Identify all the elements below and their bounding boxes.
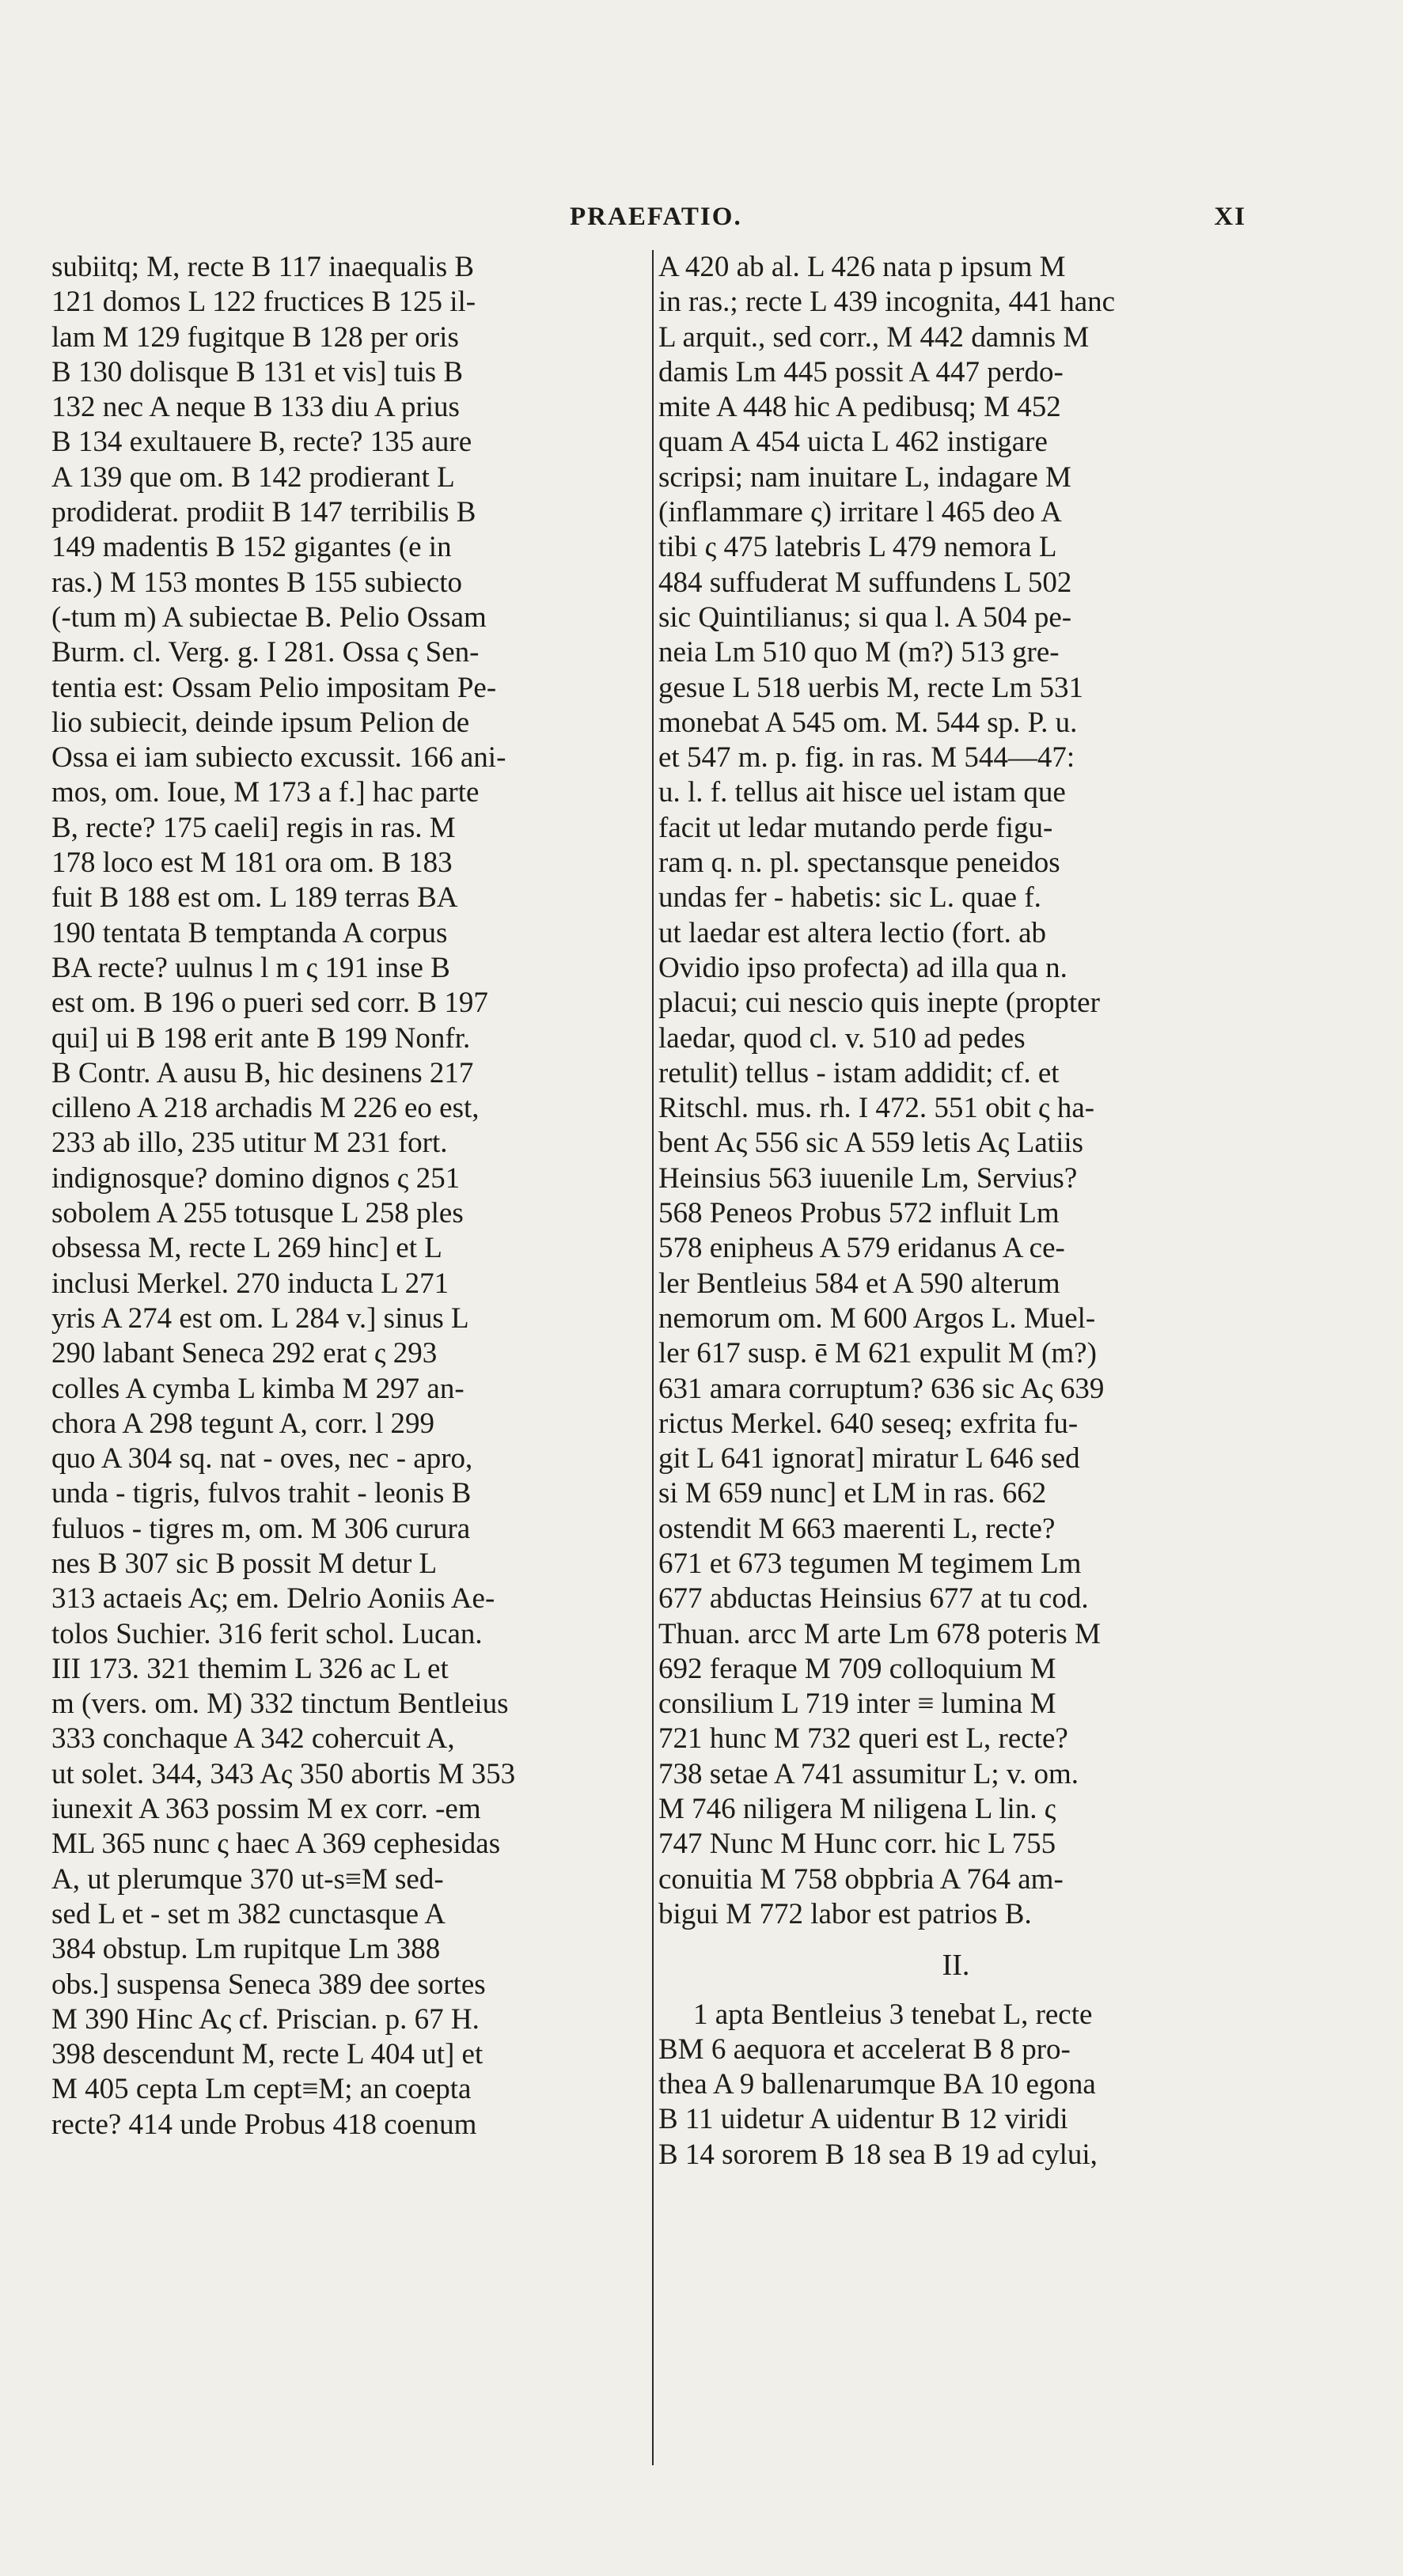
- text-line: lam M 129 fugitque B 128 per oris: [51, 320, 459, 354]
- text-line: ut laedar est altera lectio (fort. ab: [658, 916, 1046, 949]
- text-line: B, recte? 175 caeli] regis in ras. M: [51, 811, 456, 844]
- text-line: nemorum om. M 600 Argos L. Muel-: [658, 1301, 1096, 1335]
- text-line: ler Bentleius 584 et A 590 alterum: [658, 1267, 1060, 1300]
- text-line: chora A 298 tegunt A, corr. l 299: [51, 1407, 435, 1440]
- page-number: XI: [1214, 203, 1246, 231]
- text-line: quo A 304 sq. nat - oves, nec - apro,: [51, 1442, 473, 1476]
- text-line: obs.] suspensa Seneca 389 dee sortes: [51, 1968, 486, 2001]
- text-line: 677 abductas Heinsius 677 at tu cod.: [658, 1582, 1089, 1616]
- text-line: conuitia M 758 obpbria A 764 am-: [658, 1862, 1064, 1896]
- text-line: (-tum m) A subiectae B. Pelio Ossam: [51, 600, 487, 634]
- page-header: [570, 203, 1246, 234]
- text-line: consilium L 719 inter ≡ lumina M: [658, 1688, 1056, 1721]
- text-line: 178 loco est M 181 ora om. B 183: [51, 847, 453, 880]
- text-line: 233 ab illo, 235 utitur M 231 fort.: [51, 1127, 448, 1160]
- text-line: 313 actaeis Aς; em. Delrio Aoniis Ae-: [51, 1582, 495, 1616]
- text-line: Ovidio ipso profecta) ad illa qua n.: [658, 951, 1067, 984]
- text-line: rictus Merkel. 640 seseq; exfrita fu-: [658, 1407, 1079, 1440]
- text-line: B 11 uidetur A uidentur B 12 viridi: [658, 2103, 1068, 2136]
- text-line: yris A 274 est om. L 284 v.] sinus L: [51, 1301, 469, 1335]
- text-line: laedar, quod cl. v. 510 ad pedes: [658, 1021, 1026, 1055]
- text-line: subiitq; M, recte B 117 inaequalis B: [51, 251, 475, 283]
- text-line: inclusi Merkel. 270 inducta L 271: [51, 1267, 449, 1300]
- text-line: damis Lm 445 possit A 447 perdo-: [658, 355, 1064, 388]
- text-line: lio subiecit, deinde ipsum Pelion de: [51, 706, 470, 739]
- text-line: colles A cymba L kimba M 297 an-: [51, 1372, 465, 1405]
- text-line: ML 365 nunc ς haec A 369 cephesidas: [51, 1828, 501, 1861]
- text-line: B Contr. A ausu B, hic desinens 217: [51, 1056, 474, 1089]
- text-line: 692 feraque M 709 colloquium M: [658, 1652, 1056, 1685]
- text-line: monebat A 545 om. M. 544 sp. P. u.: [658, 706, 1078, 739]
- text-line: 747 Nunc M Hunc corr. hic L 755: [658, 1828, 1056, 1861]
- text-line: (inflammare ς) irritare l 465 deo A: [658, 496, 1062, 529]
- text-line: 398 descendunt M, recte L 404 ut] et: [51, 2038, 483, 2071]
- text-line: 631 amara corruptum? 636 sic Aς 639: [658, 1372, 1105, 1405]
- text-line: git L 641 ignorat] miratur L 646 sed: [658, 1442, 1080, 1476]
- text-line: L arquit., sed corr., M 442 damnis M: [658, 320, 1090, 354]
- text-line: indignosque? domino dignos ς 251: [51, 1161, 461, 1195]
- text-line: m (vers. om. M) 332 tinctum Bentleius: [51, 1688, 509, 1721]
- text-line: 132 nec A neque B 133 diu A prius: [51, 391, 460, 424]
- text-line: si M 659 nunc] et LM in ras. 662: [658, 1477, 1047, 1510]
- text-line: scripsi; nam inuitare L, indagare M: [658, 460, 1071, 494]
- right-column-block-2: [658, 1998, 1253, 2173]
- text-line: 1 apta Bentleius 3 tenebat L, recte: [693, 1998, 1093, 2031]
- text-line: 484 suffuderat M suffundens L 502: [658, 566, 1072, 599]
- text-line: neia Lm 510 quo M (m?) 513 gre-: [658, 636, 1060, 669]
- text-line: 738 setae A 741 assumitur L; v. om.: [658, 1757, 1079, 1790]
- text-line: tolos Suchier. 316 ferit schol. Lucan.: [51, 1617, 483, 1650]
- text-line: ostendit M 663 maerenti L, recte?: [658, 1512, 1056, 1545]
- text-line: M 405 cepta Lm cept≡M; an coepta: [51, 2073, 472, 2106]
- text-line: Heinsius 563 iuuenile Lm, Servius?: [658, 1161, 1078, 1195]
- text-line: fuit B 188 est om. L 189 terras BA: [51, 881, 458, 915]
- text-line: tentia est: Ossam Pelio impositam Pe-: [51, 671, 497, 704]
- text-line: gesue L 518 uerbis M, recte Lm 531: [658, 671, 1084, 704]
- text-line: qui] ui B 198 erit ante B 199 Nonfr.: [51, 1021, 471, 1055]
- text-line: fuluos - tigres m, om. M 306 curura: [51, 1512, 471, 1545]
- text-line: obsessa M, recte L 269 hinc] et L: [51, 1232, 442, 1265]
- text-line: 290 labant Seneca 292 erat ς 293: [51, 1337, 438, 1370]
- text-line: sic Quintilianus; si qua l. A 504 pe-: [658, 600, 1072, 634]
- text-line: ras.) M 153 montes B 155 subiecto: [51, 566, 462, 599]
- text-line: A 420 ab al. L 426 nata p ipsum M: [658, 251, 1066, 283]
- text-line: 568 Peneos Probus 572 influit Lm: [658, 1197, 1060, 1230]
- text-line: mos, om. Ioue, M 173 a f.] hac parte: [51, 776, 480, 809]
- text-line: cilleno A 218 archadis M 226 eo est,: [51, 1092, 480, 1125]
- text-line: unda - tigris, fulvos trahit - leonis B: [51, 1477, 472, 1510]
- text-line: M 390 Hinc Aς cf. Priscian. p. 67 H.: [51, 2002, 480, 2036]
- text-line: Ossa ei iam subiecto excussit. 166 ani-: [51, 741, 506, 775]
- running-title: PRAEFATIO.: [570, 203, 742, 231]
- text-line: BM 6 aequora et accelerat B 8 pro-: [658, 2032, 1071, 2066]
- text-line: bigui M 772 labor est patrios B.: [658, 1897, 1032, 1930]
- text-line: iunexit A 363 possim M ex corr. -em: [51, 1793, 481, 1826]
- text-line: retulit) tellus - istam addidit; cf. et: [658, 1056, 1060, 1089]
- text-line: Burm. cl. Verg. g. I 281. Ossa ς Sen-: [51, 636, 480, 669]
- text-line: 384 obstup. Lm rupitque Lm 388: [51, 1933, 441, 1966]
- text-line: placui; cui nescio quis inepte (propter: [658, 987, 1100, 1020]
- text-line: mite A 448 hic A pedibusq; M 452: [658, 391, 1061, 424]
- text-line: bent Aς 556 sic A 559 letis Aς Latiis: [658, 1127, 1084, 1160]
- text-line: nes B 307 sic B possit M detur L: [51, 1547, 438, 1580]
- text-line: 333 conchaque A 342 cohercuit A,: [51, 1722, 455, 1756]
- right-column: [652, 250, 1253, 2465]
- text-line: A, ut plerumque 370 ut-s≡M sed-: [51, 1862, 444, 1896]
- text-line: B 14 sororem B 18 sea B 19 ad cylui,: [658, 2138, 1098, 2171]
- text-line: Thuan. arcc M arte Lm 678 poteris M: [658, 1617, 1101, 1650]
- text-line: u. l. f. tellus ait hisce uel istam que: [658, 776, 1066, 809]
- text-line: undas fer - habetis: sic L. quae f.: [658, 881, 1041, 915]
- text-line: Ritschl. mus. rh. I 472. 551 obit ς ha-: [658, 1092, 1095, 1125]
- text-line: prodiderat. prodiit B 147 terribilis B: [51, 496, 476, 529]
- text-line: thea A 9 ballenarumque BA 10 egona: [658, 2068, 1096, 2101]
- text-line: 149 madentis B 152 gigantes (e in: [51, 531, 452, 564]
- text-line: 671 et 673 tegumen M tegimem Lm: [658, 1547, 1082, 1580]
- text-line: 721 hunc M 732 queri est L, recte?: [658, 1722, 1068, 1756]
- text-line: III 173. 321 themim L 326 ac L et: [51, 1652, 449, 1685]
- right-column-block-1: [658, 250, 1253, 1932]
- text-line: BA recte? uulnus l m ς 191 inse B: [51, 951, 450, 984]
- text-line: 190 tentata B temptanda A corpus: [51, 916, 448, 949]
- text-line: A 139 que om. B 142 prodierant L: [51, 460, 455, 494]
- text-line: sobolem A 255 totusque L 258 ples: [51, 1197, 464, 1230]
- section-heading: II.: [942, 1949, 970, 1983]
- text-line: et 547 m. p. fig. in ras. M 544—47:: [658, 741, 1075, 775]
- text-line: est om. B 196 o pueri sed corr. B 197: [51, 987, 488, 1020]
- text-line: facit ut ledar mutando perde figu-: [658, 811, 1053, 844]
- text-line: sed L et - set m 382 cunctasque A: [51, 1897, 446, 1930]
- text-line: tibi ς 475 latebris L 479 nemora L: [658, 531, 1057, 564]
- text-line: in ras.; recte L 439 incognita, 441 hanc: [658, 286, 1116, 319]
- text-line: M 746 niligera M niligena L lin. ς: [658, 1793, 1056, 1826]
- text-line: 578 enipheus A 579 eridanus A ce-: [658, 1232, 1065, 1265]
- text-line: B 134 exultauere B, recte? 135 aure: [51, 426, 472, 459]
- text-line: quam A 454 uicta L 462 instigare: [658, 426, 1048, 459]
- text-line: ut solet. 344, 343 Aς 350 abortis M 353: [51, 1757, 516, 1790]
- text-line: B 130 dolisque B 131 et vis] tuis B: [51, 355, 464, 388]
- text-line: recte? 414 unde Probus 418 coenum: [51, 2108, 477, 2141]
- text-line: ler 617 susp. ē M 621 expulit M (m?): [658, 1337, 1097, 1370]
- text-line: 121 domos L 122 fructices B 125 il-: [51, 286, 476, 319]
- left-column: [51, 250, 642, 2142]
- text-line: ram q. n. pl. spectansque peneidos: [658, 847, 1060, 880]
